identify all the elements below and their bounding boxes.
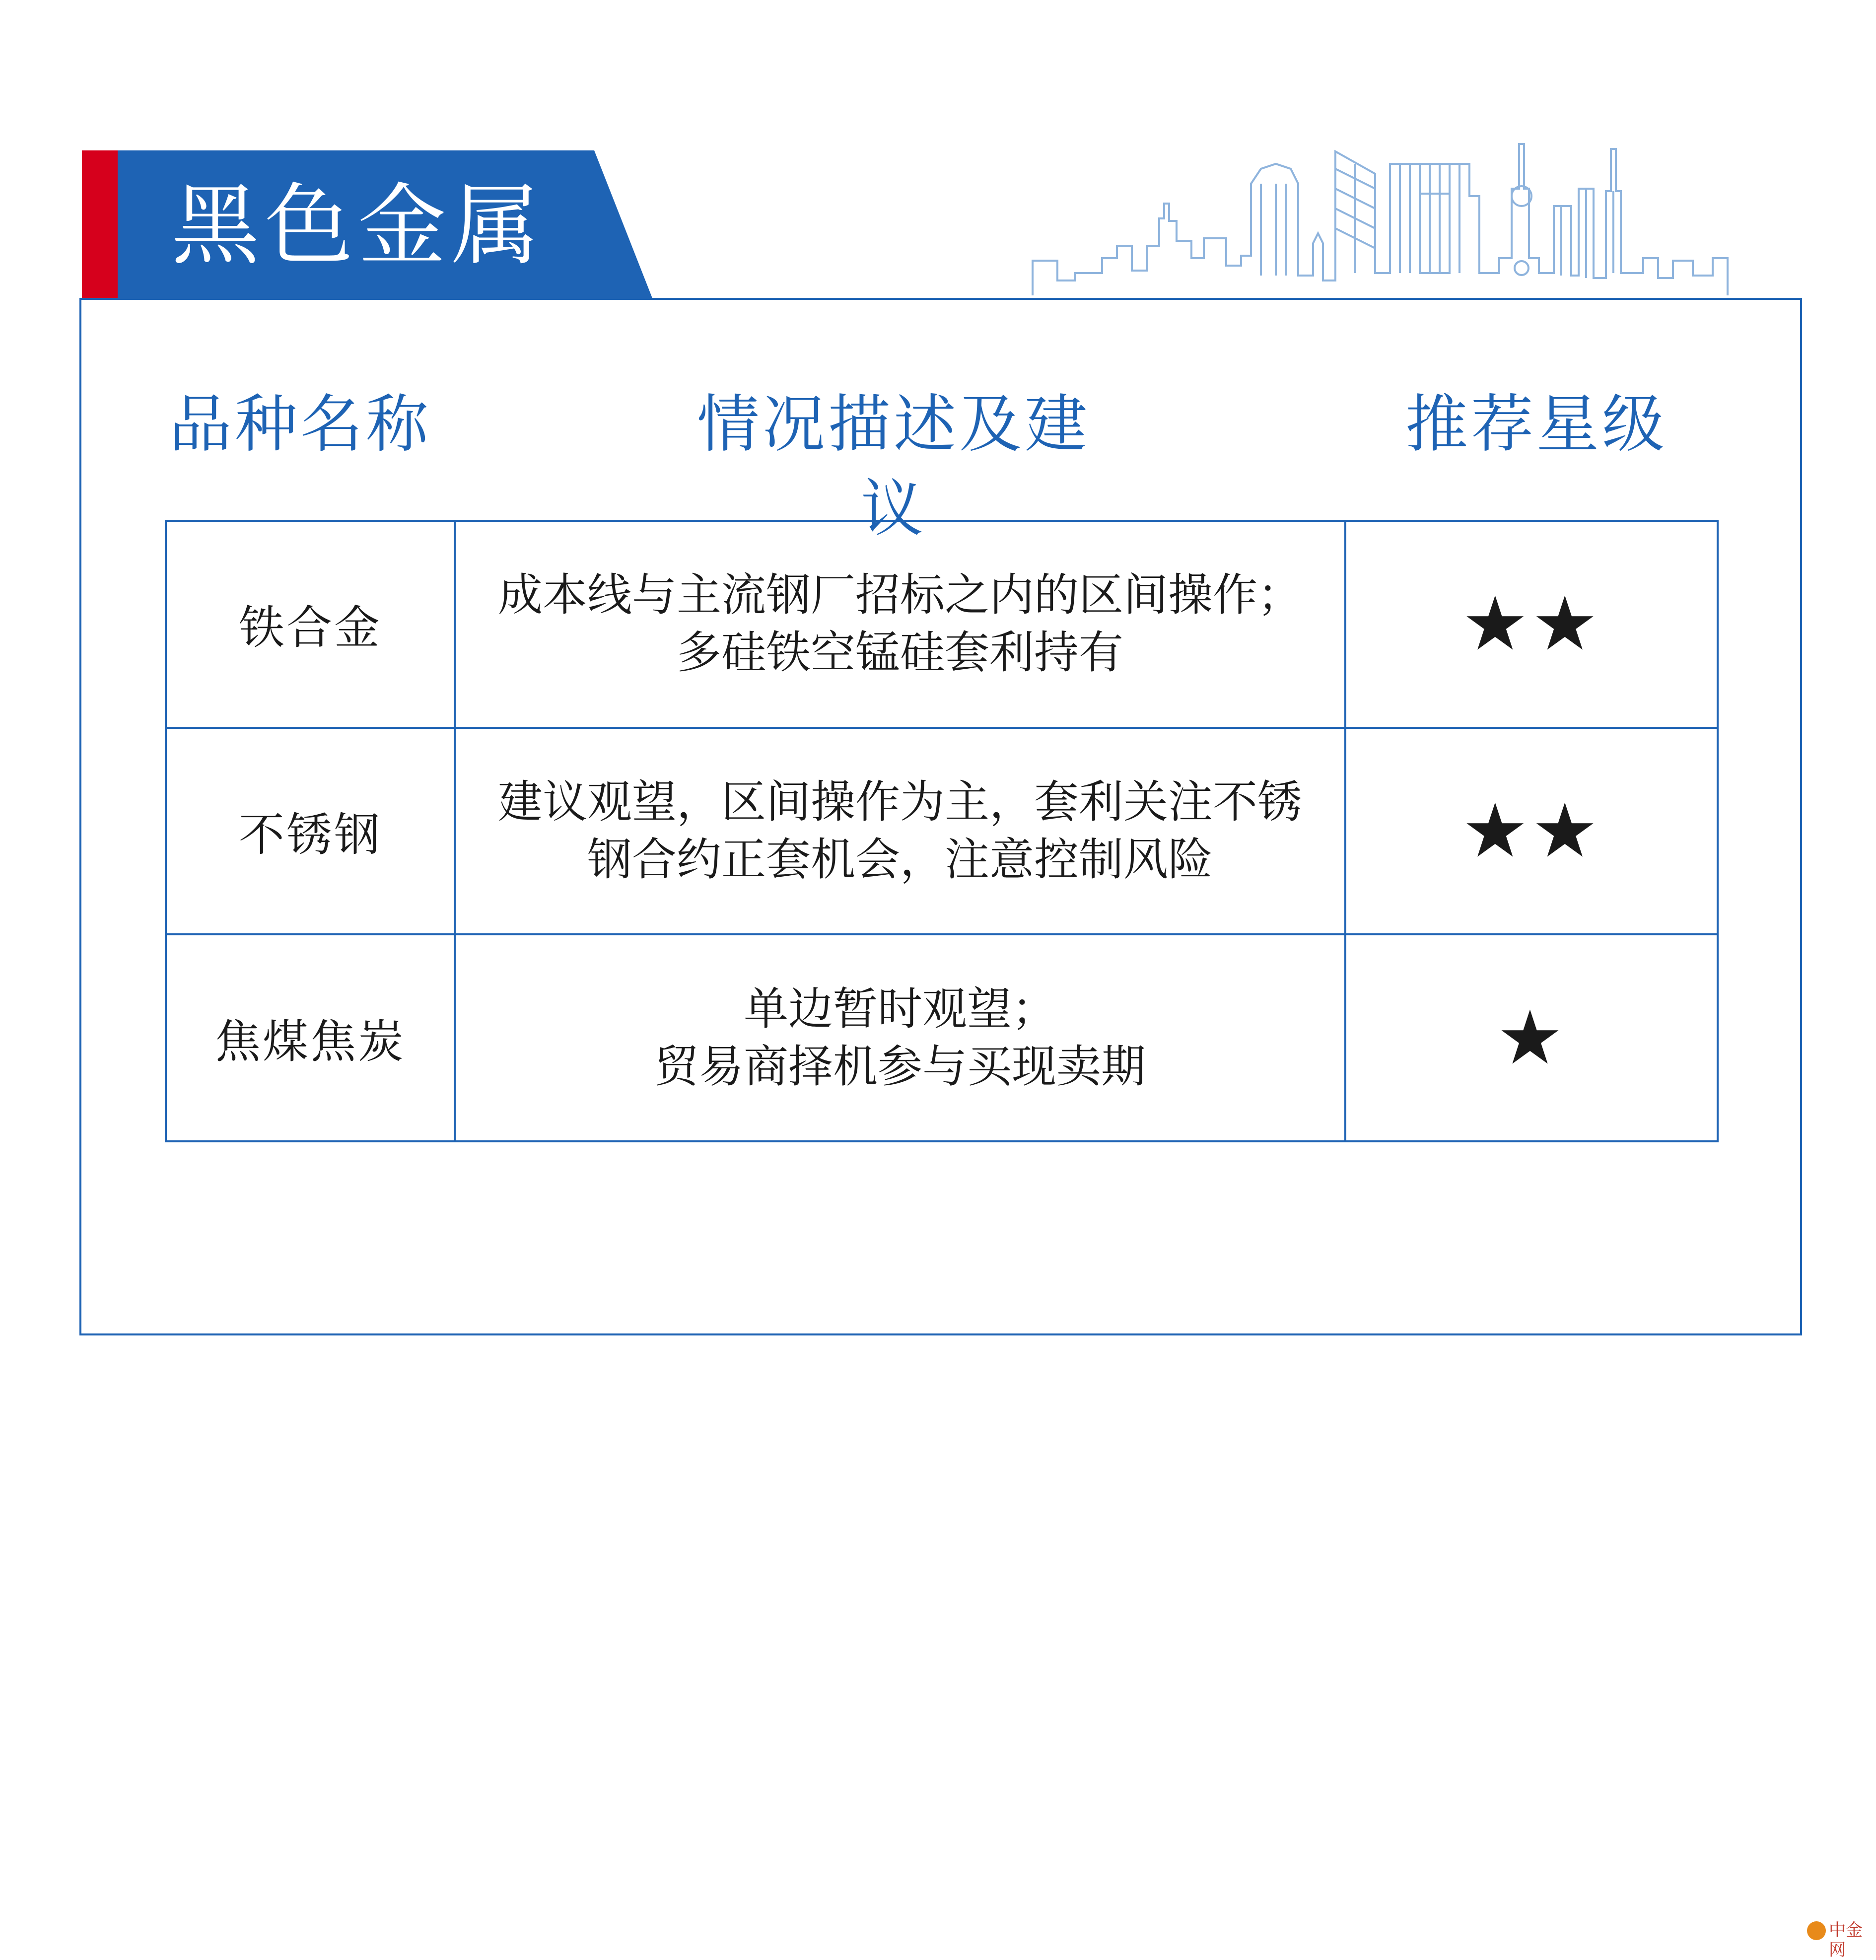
star-rating-cell: ★★ bbox=[1345, 521, 1718, 728]
header-variety-name: 品种名称 bbox=[169, 388, 431, 461]
table-row bbox=[166, 521, 1718, 728]
logo-icon bbox=[1807, 1921, 1826, 1940]
recommendation-table bbox=[165, 520, 1719, 1142]
star-rating-cell: ★★ bbox=[1345, 728, 1718, 935]
description-line: 成本线与主流钢厂招标之内的区间操作； bbox=[498, 569, 1302, 622]
description-cell bbox=[455, 728, 1345, 935]
header-star-rating: 推荐星级 bbox=[1405, 388, 1668, 461]
variety-name-cell: 铁合金 bbox=[166, 521, 455, 728]
table-row bbox=[166, 934, 1718, 1141]
description-cell bbox=[455, 934, 1345, 1141]
description-line: 建议观望，区间操作为主，套利关注不锈 bbox=[498, 775, 1302, 828]
table-row bbox=[166, 728, 1718, 935]
description-line: 贸易商择机参与买现卖期 bbox=[654, 1040, 1146, 1093]
description-line: 多硅铁空锰硅套利持有 bbox=[677, 627, 1123, 679]
section-banner bbox=[82, 150, 653, 299]
description-line: 单边暂时观望； bbox=[744, 982, 1056, 1035]
banner-red-stripe bbox=[82, 150, 118, 299]
watermark-text: 中金网 bbox=[1829, 1920, 1863, 1960]
star-rating-cell: ★ bbox=[1345, 934, 1718, 1141]
description-cell bbox=[455, 521, 1345, 728]
variety-name-cell: 不锈钢 bbox=[166, 728, 455, 935]
city-skyline-illustration bbox=[1028, 109, 1762, 300]
watermark bbox=[1807, 1916, 1872, 1960]
description-line: 钢合约正套机会，注意控制风险 bbox=[587, 833, 1213, 886]
section-title: 黑色金属 bbox=[171, 174, 545, 277]
variety-name-cell: 焦煤焦炭 bbox=[166, 934, 455, 1141]
header-description: 情况描述及建议 bbox=[697, 388, 1090, 545]
